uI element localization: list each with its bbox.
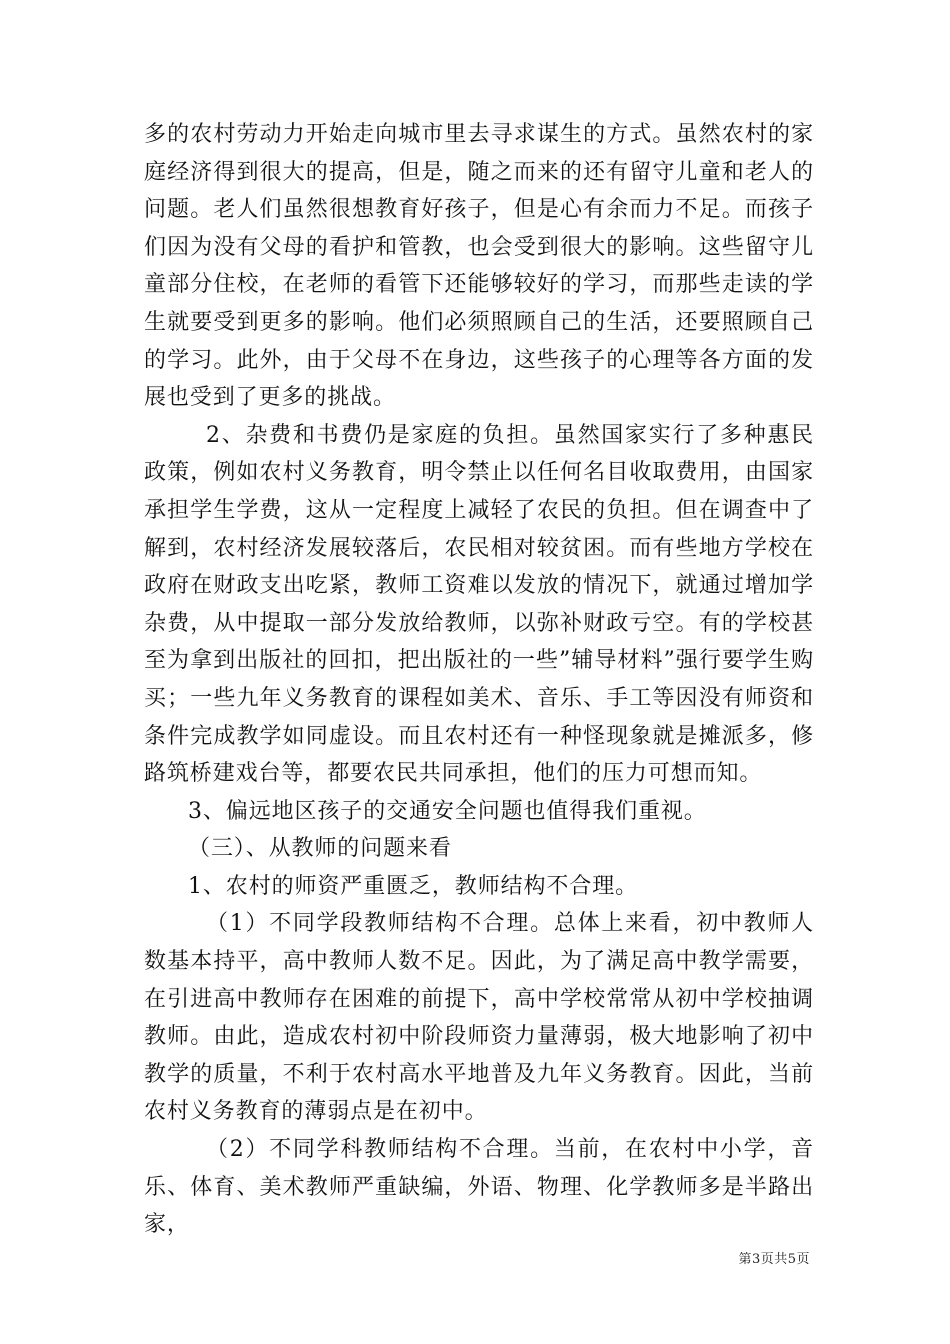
document-body bbox=[144, 116, 814, 1244]
paragraph-traffic-safety: 3、偏远地区孩子的交通安全问题也值得我们重视。 bbox=[188, 798, 707, 824]
page-number-footer: 第3页共5页 bbox=[738, 1252, 810, 1267]
paragraph-teacher-shortage: 1、农村的师资严重匮乏，教师结构不合理。 bbox=[188, 873, 638, 899]
section-heading-teachers: （三）、从教师的问题来看 bbox=[188, 836, 452, 862]
paragraph-subject-structure: （2）不同学科教师结构不合理。当前，在农村中小学，音乐、体育、美术教师严重缺编，外语、物理、化学教师多是半路出家， bbox=[144, 1137, 814, 1238]
paragraph-left-behind-children: 多的农村劳动力开始走向城市里去寻求谋生的方式。虽然农村的家庭经济得到很大的提高，但是，随之而来的还有留守儿童和老人的问题。老人们虽然很想教育好孩子，但是心有余而力不足。而孩子们因为没有父母的看护和管教，也会受到很大的影响。这些留守儿童部分住校，在老师的看管下还能够较好的学习，而那些走读的学生就要受到更多的影响。他们必须照顾自己的生活，还要照顾自己的学习。此外，由于父母不在身边，这些孩子的心理等各方面的发展也受到了更多的挑战。 bbox=[144, 122, 814, 411]
paragraph-stage-structure: （1）不同学段教师结构不合理。总体上来看，初中教师人数基本持平，高中教师人数不足。因此，为了满足高中教学需要，在引进高中教师存在困难的前提下，高中学校常常从初中学校抽调教师。由此，造成农村初中阶段师资力量薄弱，极大地影响了初中教学的质量，不利于农村高水平地普及九年义务教育。因此，当前农村义务教育的薄弱点是在初中。 bbox=[144, 911, 814, 1125]
paragraph-fees-burden: 2、杂费和书费仍是家庭的负担。虽然国家实行了多种惠民政策，例如农村义务教育，明令禁止以任何名目收取费用，由国家承担学生学费，这从一定程度上减轻了农民的负担。但在调查中了解到，农村经济发展较落后，农民相对较贫困。而有些地方学校在政府在财政支出吃紧，教师工资难以发放的情况下，就通过增加学杂费，从中提取一部分发放给教师，以弥补财政亏空。有的学校甚至为拿到出版社的回扣，把出版社的一些”辅导材料”强行要学生购买；一些九年义务教育的课程如美术、音乐、手工等因没有师资和条件完成教学如同虚设。而且农村还有一种怪现象就是摊派多，修路筑桥建戏台等，都要农民共同承担，他们的压力可想而知。 bbox=[144, 422, 814, 787]
